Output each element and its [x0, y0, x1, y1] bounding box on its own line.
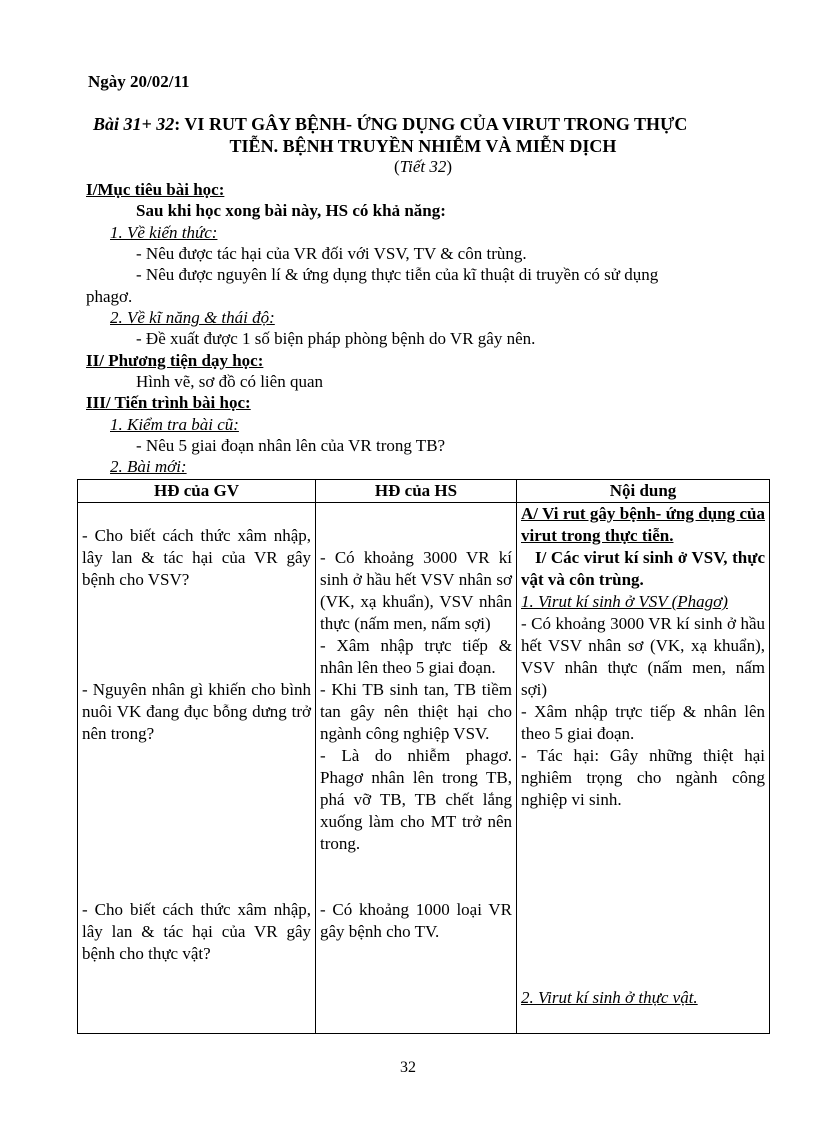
header-content: Nội dung — [517, 480, 770, 503]
new-lesson-heading: 2. Bài mới: — [110, 457, 187, 476]
content-sub-1-1: 1. Virut kí sinh ở VSV (Phagơ) — [521, 592, 728, 611]
period-text: Tiết 32 — [399, 157, 447, 176]
gv-question-2: - Nguyên nhân gì khiến cho bình nuôi VK đang đục bỗng dưng trở nên trong? — [82, 680, 311, 743]
hs-answer-5: - Có khoảng 1000 loại VR gây bệnh cho TV. — [320, 900, 512, 941]
hs-answer-3: - Khi TB sinh tan, TB tiềm tan gây nên thiệt hại cho ngành công nghiệp VSV. — [320, 680, 512, 743]
period-paren-close: ) — [446, 157, 453, 176]
hs-answer-2: - Xâm nhập trực tiếp & nhân lên theo 5 giai đoạn. — [320, 636, 512, 677]
process-heading: III/ Tiến trình bài học: — [86, 393, 251, 412]
content-point-3: - Tác hại: Gây những thiệt hại nghiêm trọng cho ngành công nghiệp vi sinh. — [521, 746, 765, 809]
lesson-date: Ngày 20/02/11 — [88, 72, 190, 91]
skills-item-1: - Đề xuất được 1 số biện pháp phòng bệnh do VR gây nên. — [136, 329, 536, 348]
period-paren-open: ( — [393, 157, 400, 176]
check-question: - Nêu 5 giai đoạn nhân lên của VR trong TB? — [136, 436, 446, 455]
lesson-title-text1: : VI RUT GÂY BỆNH- ỨNG DỤNG CỦA VIRUT TRONG THỰC — [174, 114, 688, 134]
knowledge-item-2-cont: phagơ. — [86, 287, 133, 306]
objectives-heading: I/Mục tiêu bài học: — [86, 180, 225, 199]
lesson-title-line2: TIỄN. BỆNH TRUYỀN NHIỄM VÀ MIỄN DỊCH — [229, 136, 617, 156]
hs-answer-4: - Là do nhiễm phagơ. Phagơ nhân lên trong TB, phá vỡ TB, TB chết lắng xuống làm cho MT trở nên trong. — [320, 746, 512, 853]
materials-item: Hình vẽ, sơ đồ có liên quan — [136, 372, 323, 391]
gv-question-3: - Cho biết cách thức xâm nhập, lây lan & tác hại của VR gây bệnh cho thực vật? — [82, 900, 311, 963]
hs-column — [320, 503, 512, 943]
skills-heading: 2. Về kĩ năng & thái độ: — [110, 308, 275, 327]
lesson-period — [77, 157, 769, 177]
gv-question-1: - Cho biết cách thức xâm nhập, lây lan & tác hại của VR gây bệnh cho VSV? — [82, 526, 311, 589]
gv-cell — [78, 503, 316, 1034]
content-point-2: - Xâm nhập trực tiếp & nhân lên theo 5 giai đoạn. — [521, 702, 765, 743]
knowledge-item-1: - Nêu được tác hại của VR đối với VSV, TV & côn trùng. — [136, 244, 527, 263]
lesson-table — [77, 479, 770, 1034]
gv-column — [82, 503, 311, 965]
materials-heading: II/ Phương tiện dạy học: — [86, 351, 264, 370]
content-cell — [517, 503, 770, 1034]
header-gv: HĐ của GV — [78, 480, 316, 503]
content-point-1: - Có khoảng 3000 VR kí sinh ở hầu hết VSV nhân sơ (VK, xạ khuẩn), VSV nhân thực (nấm men, nấm sợi) — [521, 614, 765, 699]
objectives-intro: Sau khi học xong bài này, HS có khả năng: — [136, 201, 446, 220]
knowledge-item-2: - Nêu được nguyên lí & ứng dụng thực tiễn của kĩ thuật di truyền có sử dụng — [136, 265, 659, 284]
check-heading: 1. Kiểm tra bài cũ: — [110, 415, 239, 434]
lesson-title-line1 — [93, 114, 687, 135]
page-number: 32 — [400, 1059, 416, 1076]
table-header-row — [78, 480, 770, 503]
knowledge-heading: 1. Về kiến thức: — [110, 223, 218, 242]
lesson-number: Bài 31+ 32 — [93, 114, 175, 134]
content-sub-1: I/ Các virut kí sinh ở VSV, thực vật và côn trùng. — [521, 548, 765, 589]
header-hs: HĐ của HS — [316, 480, 517, 503]
hs-answer-1: - Có khoảng 3000 VR kí sinh ở hầu hết VSV nhân sơ (VK, xạ khuẩn), VSV nhân thực (nấm men, nấm sợi) — [320, 548, 512, 633]
table-body-row — [78, 503, 770, 1034]
hs-cell — [316, 503, 517, 1034]
content-section-a: A/ Vi rut gây bệnh- ứng dụng của virut trong thực tiễn. — [521, 504, 765, 545]
content-sub-1-2: 2. Virut kí sinh ở thực vật. — [521, 988, 698, 1007]
content-column — [521, 503, 765, 1009]
